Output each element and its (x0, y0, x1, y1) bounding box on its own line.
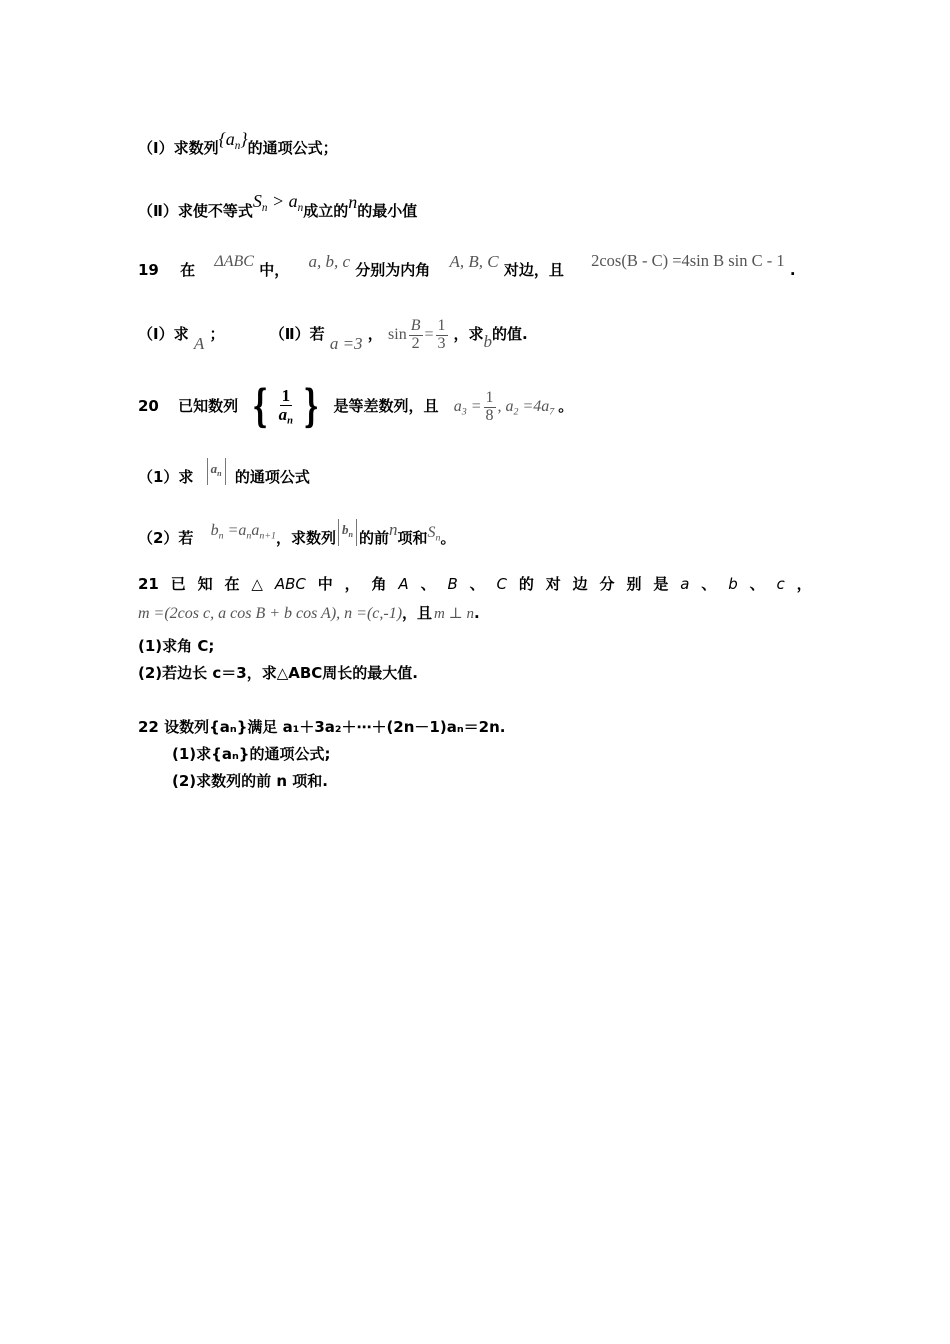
q20-conditions: $a_3$ = $\frac{1}{8}$ , $a_2 =4a_7$ (453, 389, 555, 424)
q21-vectors (138, 602, 812, 625)
q20-part1 (138, 461, 812, 494)
q19-tail: 的值. (492, 324, 528, 343)
q21-row1-token: 边 (572, 575, 588, 593)
q19-triangle: ΔABC (214, 253, 254, 270)
q20-p2-xianghe: 项和 (397, 529, 428, 547)
q19-fenbie: 分别为内角 (355, 261, 431, 279)
q21-row1-token: 、 (420, 575, 436, 593)
q21-row1-token: △ (251, 575, 263, 593)
q19-question (138, 251, 812, 282)
q19-zhong: 中， (259, 261, 290, 279)
q18-part1 (138, 129, 812, 165)
q21-row1-token: 对 (545, 575, 561, 593)
q18-part2 (138, 191, 812, 228)
q20-mid: 是等差数列，且 (333, 397, 439, 415)
q19-var-A: A (193, 333, 205, 353)
q21-row1-token: ABC (274, 575, 306, 593)
q20-question (138, 380, 812, 434)
q19-qiu: ，求 (453, 324, 484, 343)
q19-number: 19 (138, 261, 159, 279)
q18-part2-tail: 的最小值 (357, 202, 418, 220)
q18-seq-an: $\{a_n\}$ (218, 129, 248, 152)
q21-row1-token: C (496, 575, 507, 593)
q18-part2-label: （Ⅱ）求使不等式 (138, 202, 253, 220)
q21-row1-token: 别 (626, 575, 642, 593)
q21-row1-token: 中 (317, 575, 333, 593)
q20-reciprocal-seq: { $\frac{1}{a_n}$ } (252, 380, 319, 432)
q19-duibian: 对边，且 (503, 261, 564, 279)
q22-question: 22 设数列{aₙ}满足 a₁＋3a₂＋⋯＋(2n－1)aₙ＝2n. (138, 718, 506, 736)
q21-row1-token: 、 (701, 575, 717, 593)
q21-row1-token: 、 (469, 575, 485, 593)
q21-row1-token: b (728, 575, 738, 593)
q19-period: . (789, 261, 796, 279)
q19-cond-a: a =3 (329, 333, 363, 353)
q21-part1: (1)求角 C; (138, 637, 215, 655)
q20-p1-tail: 的通项公式 (234, 468, 310, 486)
q20-intro: 已知数列 (178, 397, 239, 415)
q21-row1-token: a (680, 575, 690, 593)
q20-seq-bn: $b_n$ (338, 522, 357, 538)
q20-p1-label: （1）求 (138, 468, 194, 486)
q21-row1-token: c (776, 575, 785, 593)
q20-seq-an: $a_n$ (207, 461, 226, 477)
q21-row1-token: 在 (224, 575, 240, 593)
q18-part1-label: （Ⅰ）求数列 (138, 139, 219, 157)
q19-var-b: b (483, 331, 493, 351)
q21-row1-token: 是 (653, 575, 669, 593)
q19-sides: a, b, c (308, 252, 350, 271)
q19-p1-sep: ； (209, 324, 225, 343)
q21-row1-token: 分 (599, 575, 615, 593)
q18-var-n: n (348, 192, 358, 212)
q21-row1-token: 角 (371, 575, 387, 593)
q21-perp: m ⊥ n (434, 606, 474, 622)
q21-row1-token: 知 (197, 575, 213, 593)
q22-part1: (1)求{aₙ}的通项公式; (172, 745, 331, 763)
q19-equation: 2cos(B - C) =4sin B sin C - 1 (591, 251, 785, 270)
q21-row1-token: 21 (138, 575, 159, 593)
q19-parts (138, 318, 812, 353)
q21-row1-token: B (447, 575, 458, 593)
q21-row1-token: 的 (518, 575, 534, 593)
q19-p2-label: （Ⅱ）若 (269, 324, 325, 343)
q19-p1-label: （Ⅰ）求 (138, 324, 189, 343)
q19-comma: ， (367, 324, 383, 343)
q20-number: 20 (138, 397, 159, 415)
q20-p2-label: （2）若 (138, 529, 194, 547)
q20-bn-def: $b_n =a_na_{n+1}$ (210, 522, 276, 542)
q20-p2-qian: 的前 (358, 529, 389, 547)
q20-part2 (138, 520, 812, 555)
q21-row1-token: 、 (749, 575, 765, 593)
q21-row1-token: 已 (170, 575, 186, 593)
q19-zai: 在 (180, 261, 196, 279)
q20-var-n: n (388, 520, 398, 539)
q21-perp-end: . (474, 604, 480, 622)
q21-row1-token: ， (344, 575, 360, 593)
q18-part2-mid: 成立的 (303, 202, 349, 220)
q20-p2-mid: ，求数列 (275, 529, 336, 547)
q19-angles: A, B, C (449, 252, 499, 271)
q22-part2: (2)求数列的前 n 项和. (172, 772, 328, 790)
q20-Sn: $S_n$ (427, 524, 441, 544)
q18-inequality: $S_n > a_n$ (252, 191, 304, 214)
q21-row1-token: ， (796, 575, 812, 593)
q20-end: 。 (558, 397, 574, 415)
q19-sin-condition: sin $\frac{B}{2}$ = $\frac{1}{3}$ (388, 317, 446, 352)
q21-row1 (138, 573, 812, 595)
q18-part1-tail: 的通项公式； (247, 139, 338, 157)
q21-qie: ，且 (402, 604, 433, 622)
q21-part2: (2)若边长 c＝3，求△ABC周长的最大值. (138, 664, 418, 682)
q21-vector-def: m =(2cos c, a cos B + b cos A), n =(c,-1) (138, 605, 403, 622)
q21-row1-token: A (398, 575, 409, 593)
q20-p2-end: 。 (440, 529, 456, 547)
